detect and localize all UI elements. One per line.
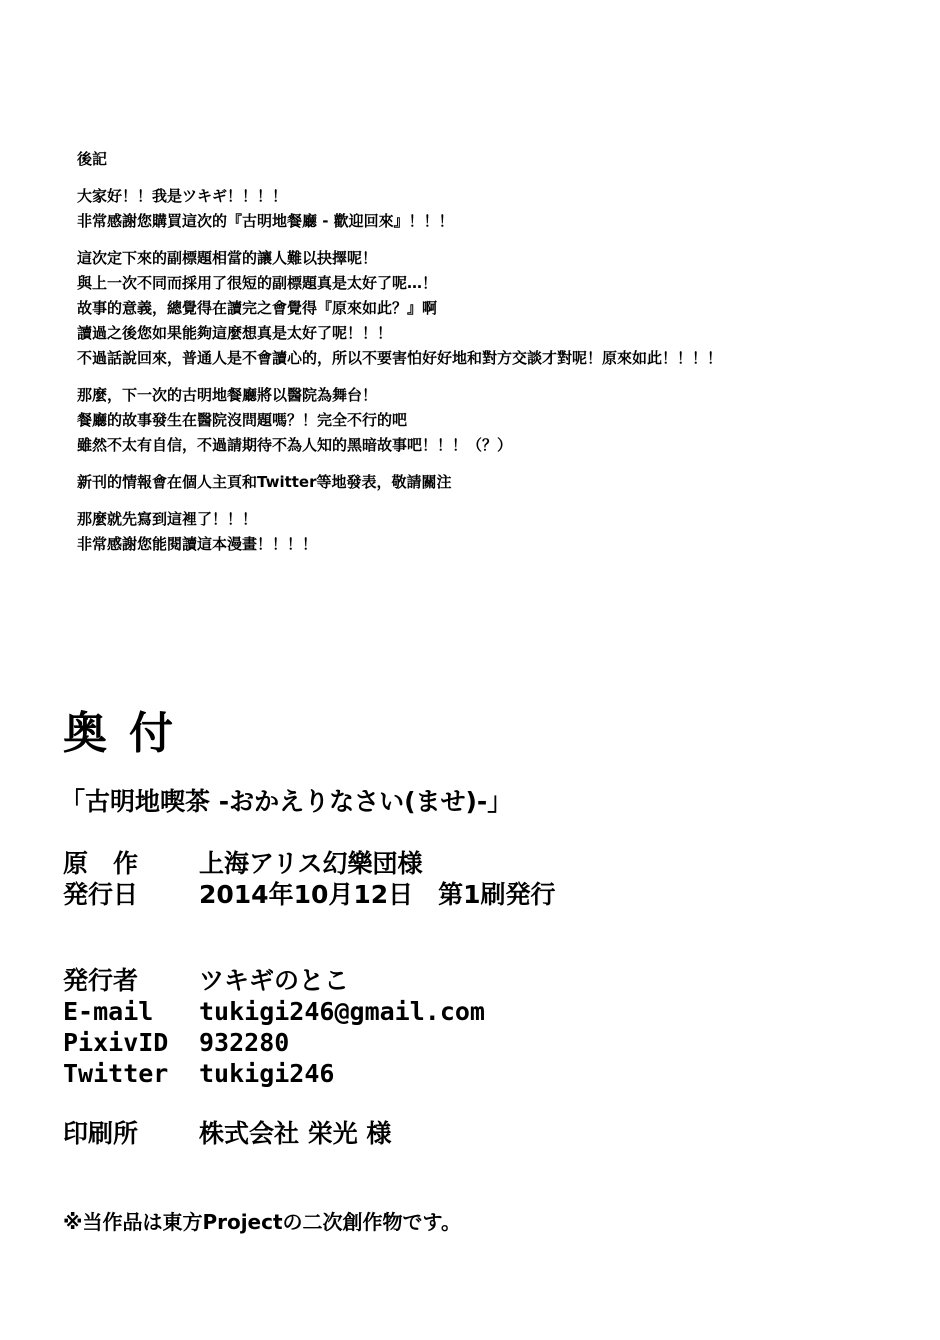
publish-date-value: 2014年10月12日 第1刷発行	[199, 880, 556, 909]
colophon-title: 奥付	[63, 708, 195, 759]
afterword-paragraph	[77, 383, 897, 458]
afterword-line: 大家好！！我是ツキギ！！！！	[77, 187, 288, 205]
email-label: E-mail	[63, 997, 154, 1026]
afterword-line: 故事的意義，總覺得在讀完之會覺得『原來如此？』啊	[77, 299, 438, 317]
publisher-block	[63, 965, 485, 1089]
afterword-heading: 後記	[77, 150, 108, 168]
printer-label: 印刷所	[63, 1119, 139, 1148]
afterword-paragraph	[77, 507, 897, 557]
publish-date-label: 発行日	[63, 880, 139, 909]
publisher-label: 発行者	[63, 966, 139, 995]
pixiv-value: 932280	[199, 1028, 290, 1057]
afterword-line: 非常感謝您能閱讀這本漫畫！！！！	[77, 535, 318, 553]
email-row	[63, 996, 485, 1027]
pixiv-label: PixivID	[63, 1028, 169, 1057]
derivative-work-note: ※当作品は東方Projectの二次創作物です。	[63, 1210, 461, 1234]
twitter-value: tukigi246	[199, 1059, 335, 1088]
afterword-line: 這次定下來的副標題相當的讓人難以抉擇呢！	[77, 249, 378, 267]
original-work-row	[63, 848, 556, 879]
twitter-row	[63, 1058, 485, 1089]
email-value: tukigi246@gmail.com	[199, 997, 485, 1026]
book-title: 「古明地喫茶 -おかえりなさい(ませ)-」	[60, 787, 513, 816]
printer-row	[63, 1118, 391, 1149]
afterword-paragraph	[77, 184, 897, 234]
original-work-value: 上海アリス幻樂団様	[199, 849, 423, 878]
afterword-line: 雖然不太有自信，不過請期待不為人知的黑暗故事吧！！！（？）	[77, 436, 513, 454]
afterword-paragraph	[77, 470, 897, 495]
original-work-label: 原 作	[63, 849, 139, 878]
printer-value: 株式会社 栄光 様	[199, 1119, 392, 1148]
afterword-section	[77, 147, 897, 569]
publisher-row	[63, 965, 485, 996]
printer-block	[63, 1118, 391, 1149]
afterword-line: 那麼就先寫到這裡了！！！	[77, 510, 258, 528]
afterword-line: 非常感謝您購買這次的『古明地餐廳 - 歡迎回來』！！！	[77, 212, 454, 230]
publisher-value: ツキギのとこ	[199, 966, 350, 995]
afterword-line: 讀過之後您如果能夠這麼想真是太好了呢！！！	[77, 324, 393, 342]
publish-date-row	[63, 879, 556, 910]
pixiv-row	[63, 1027, 485, 1058]
credits-block	[63, 848, 556, 910]
afterword-line: 新刊的情報會在個人主頁和Twitter等地發表，敬請關注	[77, 473, 452, 491]
twitter-label: Twitter	[63, 1059, 169, 1088]
afterword-line: 不過話說回來，普通人是不會讀心的，所以不要害怕好好地和對方交談才對呢！原來如此！！！！	[77, 349, 723, 367]
afterword-line: 那麼，下一次的古明地餐廳將以醫院為舞台！	[77, 386, 378, 404]
afterword-line: 與上一次不同而採用了很短的副標題真是太好了呢…！	[77, 274, 438, 292]
afterword-paragraph	[77, 246, 897, 371]
afterword-line: 餐廳的故事發生在醫院沒問題嗎？！完全不行的吧	[77, 411, 408, 429]
